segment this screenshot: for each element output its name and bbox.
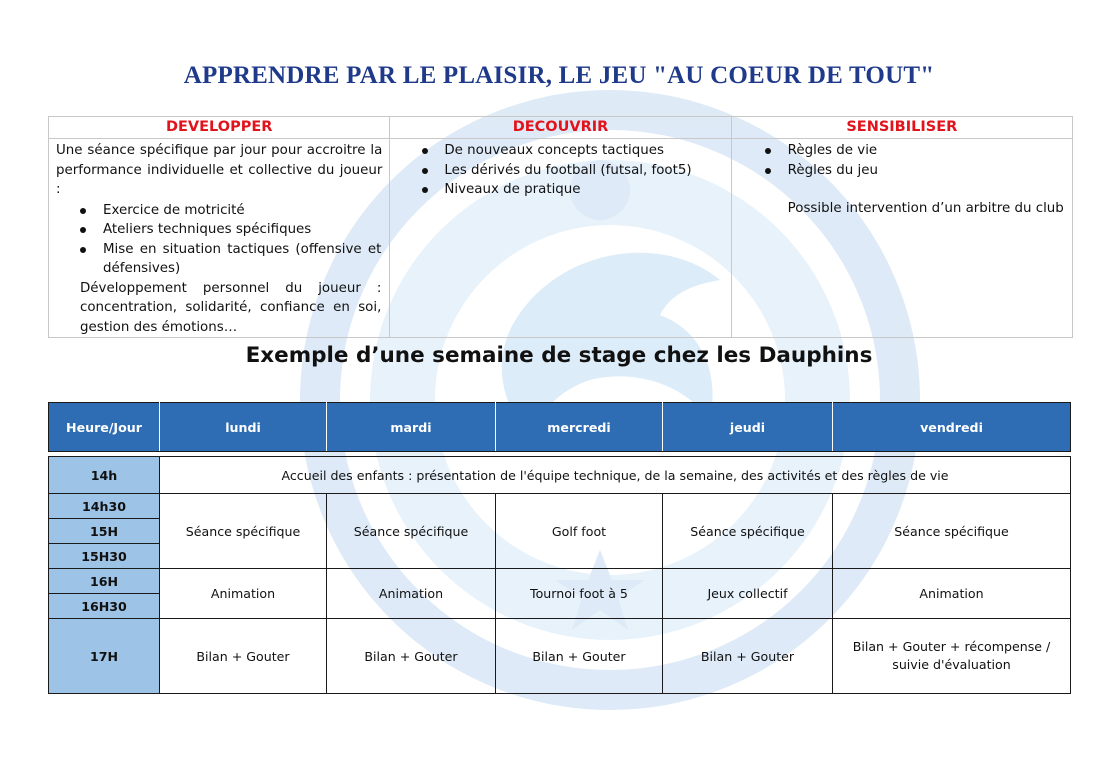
activity-cell: Bilan + Gouter + récompense / suivie d'évaluation (833, 619, 1071, 694)
activity-cell: Jeux collectif (663, 569, 833, 619)
schedule-header-row (49, 403, 1071, 452)
activity-cell: Bilan + Gouter (327, 619, 496, 694)
list-item: Règles de vie (732, 141, 1072, 161)
sensibiliser-list (732, 141, 1072, 180)
list-item: De nouveaux concepts tactiques (390, 141, 730, 161)
hour-14h30: 14h30 (49, 494, 160, 519)
header-vendredi: vendredi (833, 403, 1071, 452)
header-jeudi: jeudi (663, 403, 833, 452)
developper-list (49, 201, 389, 279)
page-title: APPRENDRE PAR LE PLAISIR, LE JEU "AU COEUR DE TOUT" (183, 62, 935, 89)
list-item: Les dérivés du football (futsal, foot5) (390, 161, 730, 181)
hour-15h30: 15H30 (49, 544, 160, 569)
heading-decouvrir: DECOUVRIR (390, 117, 731, 139)
table-row (49, 494, 1071, 519)
hour-15h: 15H (49, 519, 160, 544)
activity-cell: Animation (160, 569, 327, 619)
activity-cell: Animation (833, 569, 1071, 619)
list-item: Ateliers techniques spécifiques (49, 220, 389, 240)
table-row (49, 619, 1071, 694)
header-heure-jour: Heure/Jour (49, 403, 160, 452)
accueil-cell: Accueil des enfants : présentation de l'équipe technique, de la semaine, des activités et des règles de vie (160, 457, 1071, 494)
decouvrir-list (390, 141, 730, 200)
activity-cell: Bilan + Gouter (663, 619, 833, 694)
header-mardi: mardi (327, 403, 496, 452)
activity-cell: Tournoi foot à 5 (496, 569, 663, 619)
list-item: Niveaux de pratique (390, 180, 730, 200)
activity-cell: Séance spécifique (663, 494, 833, 569)
objectives-table (48, 116, 1073, 338)
hour-16h: 16H (49, 569, 160, 594)
activity-cell: Golf foot (496, 494, 663, 569)
header-mercredi: mercredi (496, 403, 663, 452)
activity-cell: Séance spécifique (327, 494, 496, 569)
objectives-body-row (49, 139, 1073, 338)
schedule-table (48, 402, 1071, 694)
table-row (49, 569, 1071, 594)
developper-intro: Une séance spécifique par jour pour accroitre la performance individuelle et collective du joueur : (56, 143, 383, 197)
developper-outro: Développement personnel du joueur : concentration, solidarité, confiance en soi, gestion des émotions… (80, 280, 382, 335)
hour-17h: 17H (49, 619, 160, 694)
table-row (49, 457, 1071, 494)
header-lundi: lundi (160, 403, 327, 452)
activity-cell: Séance spécifique (160, 494, 327, 569)
hour-16h30: 16H30 (49, 594, 160, 619)
list-item: Règles du jeu (732, 161, 1072, 181)
list-item: Exercice de motricité (49, 201, 389, 221)
hour-14h: 14h (49, 457, 160, 494)
activity-cell: Animation (327, 569, 496, 619)
activity-cell: Bilan + Gouter (496, 619, 663, 694)
heading-sensibiliser: SENSIBILISER (731, 117, 1072, 139)
activity-cell: Bilan + Gouter (160, 619, 327, 694)
heading-developper: DEVELOPPER (49, 117, 390, 139)
sensibiliser-cell (731, 139, 1072, 338)
objectives-header-row (49, 117, 1073, 139)
list-item: Mise en situation tactiques (offensive et défensives) (49, 240, 389, 279)
sensibiliser-note: Possible intervention d’un arbitre du club (787, 201, 1064, 216)
developper-cell (49, 139, 390, 338)
decouvrir-cell (390, 139, 731, 338)
activity-cell: Séance spécifique (833, 494, 1071, 569)
schedule-title: Exemple d’une semaine de stage chez les Dauphins (245, 343, 873, 368)
